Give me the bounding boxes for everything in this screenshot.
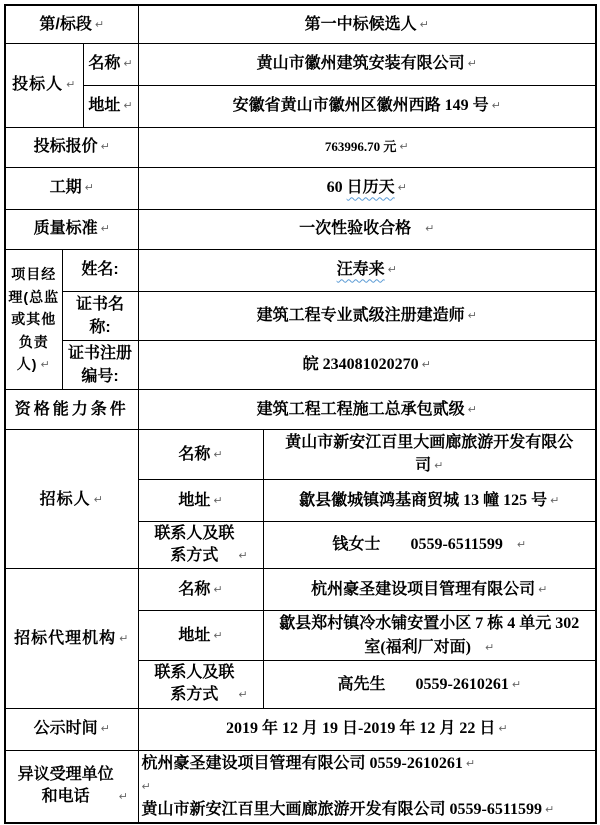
paragraph-mark: ↵ <box>94 17 105 31</box>
agency-contact-name: 高先生 <box>337 675 386 693</box>
pm-name-label: 姓名: <box>81 261 119 279</box>
agency-contact-label: 联系人及联系方式 <box>154 663 235 704</box>
agency-group-label: 招标代理机构 <box>14 629 117 647</box>
paragraph-mark: ↵ <box>465 756 476 770</box>
cell-tenderee-address <box>263 479 596 521</box>
cell-agency-address <box>263 611 596 660</box>
cell-bidder-name-label <box>83 43 138 85</box>
table-row <box>5 430 596 479</box>
cell-tenderee-group <box>5 430 138 569</box>
tenderee-name: 黄山市新安江百里大画廊旅游开发有限公司 <box>285 434 574 475</box>
quality-label: 质量标准 <box>33 220 98 238</box>
tenderee-contact-label: 联系人及联系方式 <box>154 524 235 565</box>
paragraph-mark: ↵ <box>516 538 527 552</box>
tenderee-contact-name: 钱女士 <box>332 536 381 554</box>
pm-cert-no-label: 证书注册编号: <box>68 344 133 386</box>
bidder-name: 黄山市徽州建筑安装有限公司 <box>256 55 465 73</box>
paragraph-mark: ↵ <box>397 181 407 195</box>
agency-contact-phone: 0559-2610261 <box>415 675 509 693</box>
pm-cert-name-label: 证书名称: <box>76 295 125 336</box>
cell-publicity-label <box>5 708 138 750</box>
cell-pm-cert-name <box>138 291 596 340</box>
table-row <box>5 291 596 340</box>
objection-line-3: 黄山市新安江百里大画廊旅游开发有限公司 0559-6511599 ↵ <box>141 800 555 818</box>
cell-objection-value <box>138 750 596 823</box>
table-row <box>5 750 596 823</box>
paragraph-mark: ↵ <box>425 222 435 236</box>
paragraph-mark: ↵ <box>467 403 477 417</box>
tenderee-name-label: 名称 <box>178 445 211 463</box>
table-row <box>5 85 596 127</box>
duration-number: 60 <box>326 179 347 197</box>
paragraph-mark: ↵ <box>544 802 555 816</box>
table-row <box>5 708 596 750</box>
paragraph-mark: ↵ <box>93 492 104 506</box>
cell-objection-label <box>5 750 138 823</box>
paragraph-mark: ↵ <box>118 790 128 804</box>
table-row <box>5 5 596 43</box>
publicity-label: 公示时间 <box>33 720 98 738</box>
cell-qualification-value <box>138 390 596 430</box>
cell-tenderee-contact <box>263 521 596 569</box>
cell-pm-cert-no-label <box>62 340 138 389</box>
bidder-address-label: 地址 <box>88 97 121 115</box>
bidder-address: 安徽省黄山市徽州区徽州西路 149 号 <box>232 97 489 115</box>
table-row <box>5 569 596 611</box>
paragraph-mark: ↵ <box>434 459 444 473</box>
paragraph-mark: ↵ <box>238 688 248 702</box>
cell-qualification-label <box>5 390 138 430</box>
cell-tenderee-name-label <box>138 430 263 479</box>
table-row <box>5 249 596 291</box>
paragraph-mark: ↵ <box>387 263 397 277</box>
paragraph-mark: ↵ <box>238 549 248 563</box>
tenderee-contact-phone: 0559-6511599 <box>410 536 503 554</box>
table-row <box>5 43 596 85</box>
cell-pm-name-label <box>62 249 138 291</box>
cell-duration-label <box>5 167 138 209</box>
bid-price-value: 763996.70 元 <box>324 138 397 154</box>
cell-bid-section-label <box>5 5 138 43</box>
table-row <box>5 167 596 209</box>
paragraph-mark: ↵ <box>141 779 151 793</box>
objection-label: 异议受理单位和电话 <box>17 765 114 806</box>
paragraph-mark: ↵ <box>213 583 223 597</box>
cell-tenderee-name <box>263 430 596 479</box>
paragraph-mark: ↵ <box>40 357 51 371</box>
paragraph-mark: ↵ <box>550 493 560 507</box>
cell-tenderee-contact-label <box>138 521 263 569</box>
cell-bid-price-label <box>5 127 138 167</box>
table-row <box>5 340 596 389</box>
bidder-group-label: 投标人 <box>12 76 64 94</box>
cell-pm-name <box>138 249 596 291</box>
duration-label: 工期 <box>49 179 82 197</box>
cell-project-manager-group <box>5 249 62 390</box>
cell-tenderee-address-label <box>138 479 263 521</box>
cell-quality-value <box>138 209 596 249</box>
table-row <box>5 127 596 167</box>
paragraph-mark: ↵ <box>467 57 477 71</box>
agency-address-label: 地址 <box>178 627 211 644</box>
table-row <box>5 390 596 430</box>
paragraph-mark: ↵ <box>213 629 223 642</box>
paragraph-mark: ↵ <box>419 17 429 31</box>
cell-bidder-name <box>138 43 596 85</box>
qualification-value: 建筑工程工程施工总承包贰级 <box>256 401 465 419</box>
paragraph-mark: ↵ <box>399 139 409 153</box>
bid-result-table <box>4 4 597 824</box>
agency-name: 杭州豪圣建设项目管理有限公司 <box>311 581 536 599</box>
cell-bid-price-value <box>138 127 596 167</box>
qualification-label: 资格能力条件 <box>14 401 129 419</box>
project-manager-group-label: 项目经理(总监或其他负责人) <box>8 266 60 372</box>
duration-unit: 日历天 <box>346 179 395 197</box>
cell-agency-contact-label <box>138 660 263 708</box>
paragraph-mark: ↵ <box>498 722 508 736</box>
paragraph-mark: ↵ <box>123 99 133 113</box>
cell-bid-section-value <box>138 5 596 43</box>
paragraph-mark: ↵ <box>491 99 501 113</box>
objection-line-2 <box>142 775 592 798</box>
cell-agency-contact <box>263 660 596 708</box>
cell-duration-value <box>138 167 596 209</box>
bid-section-label: 第/标段 <box>39 15 92 33</box>
quality-value: 一次性验收合格 <box>299 220 412 238</box>
paragraph-mark: ↵ <box>538 583 548 597</box>
agency-address: 歙县郑村镇冷水铺安置小区 7 栋 4 单元 302 室(福利厂对面) <box>279 615 580 656</box>
cell-pm-cert-name-label <box>62 291 138 340</box>
objection-line-1: 杭州豪圣建设项目管理有限公司 0559-2610261 ↵ <box>141 754 476 772</box>
cell-agency-address-label <box>138 611 263 660</box>
cell-agency-name-label <box>138 569 263 611</box>
cell-agency-name <box>263 569 596 611</box>
paragraph-mark: ↵ <box>84 181 94 195</box>
tenderee-address-label: 地址 <box>178 491 211 509</box>
cell-publicity-value <box>138 708 596 750</box>
bid-price-label: 投标报价 <box>33 138 98 156</box>
paragraph-mark: ↵ <box>119 631 130 645</box>
cell-quality-label <box>5 209 138 249</box>
paragraph-mark: ↵ <box>100 140 110 154</box>
cell-bidder-address <box>138 85 596 127</box>
paragraph-mark: ↵ <box>100 722 110 736</box>
tenderee-address: 歙县徽城镇鸿基商贸城 13 幢 125 号 <box>299 491 548 509</box>
agency-name-label: 名称 <box>178 581 211 599</box>
paragraph-mark: ↵ <box>213 447 223 461</box>
table-row <box>5 209 596 249</box>
bidder-name-label: 名称 <box>88 55 121 73</box>
paragraph-mark: ↵ <box>123 57 133 71</box>
paragraph-mark: ↵ <box>511 677 522 691</box>
publicity-value: 2019 年 12 月 19 日-2019 年 12 月 22 日 <box>225 720 496 738</box>
cell-pm-cert-no <box>138 340 596 389</box>
cell-bidder-group <box>5 43 83 127</box>
paragraph-mark: ↵ <box>485 640 495 654</box>
paragraph-mark: ↵ <box>100 222 110 236</box>
paragraph-mark: ↵ <box>66 78 77 92</box>
paragraph-mark: ↵ <box>467 309 477 323</box>
bid-section-value: 第一中标候选人 <box>304 15 417 33</box>
paragraph-mark: ↵ <box>213 493 223 507</box>
tenderee-group-label: 招标人 <box>39 490 91 508</box>
pm-cert-name: 建筑工程专业贰级注册建造师 <box>256 307 465 325</box>
paragraph-mark: ↵ <box>421 358 431 372</box>
cell-bidder-address-label <box>83 85 138 127</box>
pm-name: 汪寿来 <box>336 261 385 279</box>
cell-agency-group <box>5 569 138 708</box>
pm-cert-no: 皖 234081020270 <box>302 356 419 374</box>
